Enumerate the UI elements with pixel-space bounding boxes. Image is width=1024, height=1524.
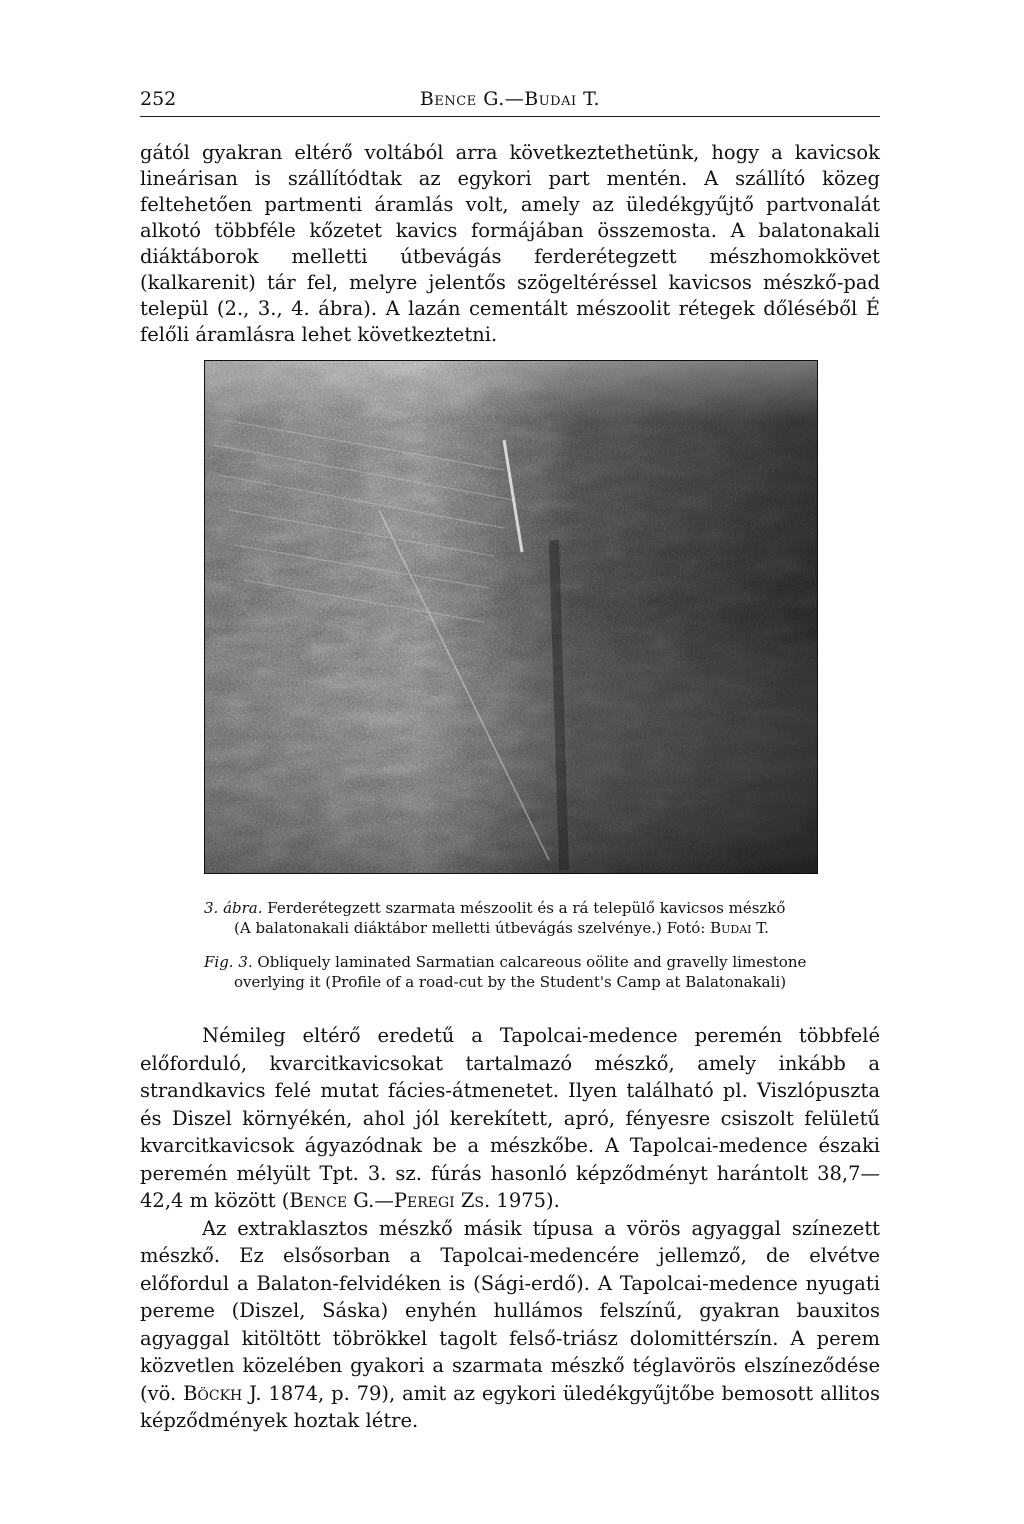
page-number: 252 bbox=[140, 88, 177, 110]
caption-en-line2: overlying it (Profile of a road-cut by the Student's Camp at Balatonakali) bbox=[234, 973, 787, 991]
outcrop-photograph bbox=[204, 360, 818, 874]
para1-text: Némileg eltérő eredetű a Tapolcai-medence peremén többfelé előforduló, kvarcitkavicsokat tartalmazó mészkő, amely inkább a strandkavics felé mutat fácies-átmenetet. Ilyen található pl. Viszlópuszta és Diszel környékén, ahol jól kerekített, apró, fényesre csiszolt felületű kvarcitkavicsok ágyazódnak be a mészkőbe. A Tapolcai-medence északi peremén mélyült Tpt. 3. sz. fúrás hasonló képződményt harántolt 38,7—42,4 m között ( bbox=[140, 1024, 880, 1212]
caption-hu-line2-text: (A balatonakali diáktábor melletti útbevágás szelvénye.) Fotó: bbox=[234, 919, 711, 937]
figure-photo-outcrop bbox=[204, 360, 818, 874]
figure-caption-hungarian bbox=[204, 898, 818, 938]
para2-text-end: 1874, p. 79), amit az egykori üledékgyűjtőbe bemosott allitos képződmények hoztak létre. bbox=[140, 1381, 880, 1432]
reference-bence-peregi: Bence G.—Peregi Zs. bbox=[289, 1189, 491, 1212]
running-head bbox=[140, 86, 880, 117]
continued-paragraph: gától gyakran eltérő voltából arra következtethetünk, hogy a kavicsok lineárisan is szállítódtak az egykori part mentén. A szállító közeg feltehetően partmenti áramlás volt, amely az üledékgyűjtő partvonalát alkotó többféle kőzetet kavics formájában összemosta. A balatonakali diáktáborok melletti útbevágás ferderétegzett mészhomokkövet (kalkarenit) tár fel, melyre jelentős szögeltéréssel kavicsos mészkő-pad települ (2., 3., 4. ábra). A lazán cementált mészoolit rétegek dőléséből É felőli áramlásra lehet következtetni. bbox=[140, 141, 880, 346]
caption-hu-line2 bbox=[204, 918, 818, 938]
figure-caption-english bbox=[204, 952, 818, 992]
reference-bockh: Böckh J. bbox=[183, 1381, 262, 1405]
figure-label-en: Fig. 3. bbox=[204, 953, 253, 971]
para2-text: Az extraklasztos mészkő másik típusa a vörös agyaggal színezett mészkő. Ez elsősorban a Tapolcai-medencére jellemző, de elvétve előfordul a Balaton-felvidéken is (Sági-erdő). A Tapolcai-medence nyugati pereme (Diszel, Sáska) enyhén hullámos felszínű, gyakran bauxitos agyaggal kitöltött töbrökkel tagolt felső-triász dolomittérszín. A perem közvetlen közelében gyakori a szarmata mészkő téglavörös elszíneződése (vö. bbox=[140, 1216, 880, 1405]
running-head-authors: Bence G.—Budai T. bbox=[419, 88, 601, 110]
caption-hu-photographer: Budai T. bbox=[710, 919, 769, 937]
body-paragraph-1 bbox=[140, 1022, 880, 1215]
para1-text-end: 1975). bbox=[490, 1189, 560, 1212]
caption-hu-line1: Ferderétegzett szarmata mészoolit és a rá települő kavicsos mészkő bbox=[262, 899, 786, 917]
body-paragraph-2 bbox=[140, 1215, 880, 1435]
body-text bbox=[140, 1022, 880, 1435]
figure-label-hu: 3. ábra. bbox=[204, 899, 263, 917]
caption-en-line1: Obliquely laminated Sarmatian calcareous oölite and gravelly limestone bbox=[252, 953, 807, 971]
